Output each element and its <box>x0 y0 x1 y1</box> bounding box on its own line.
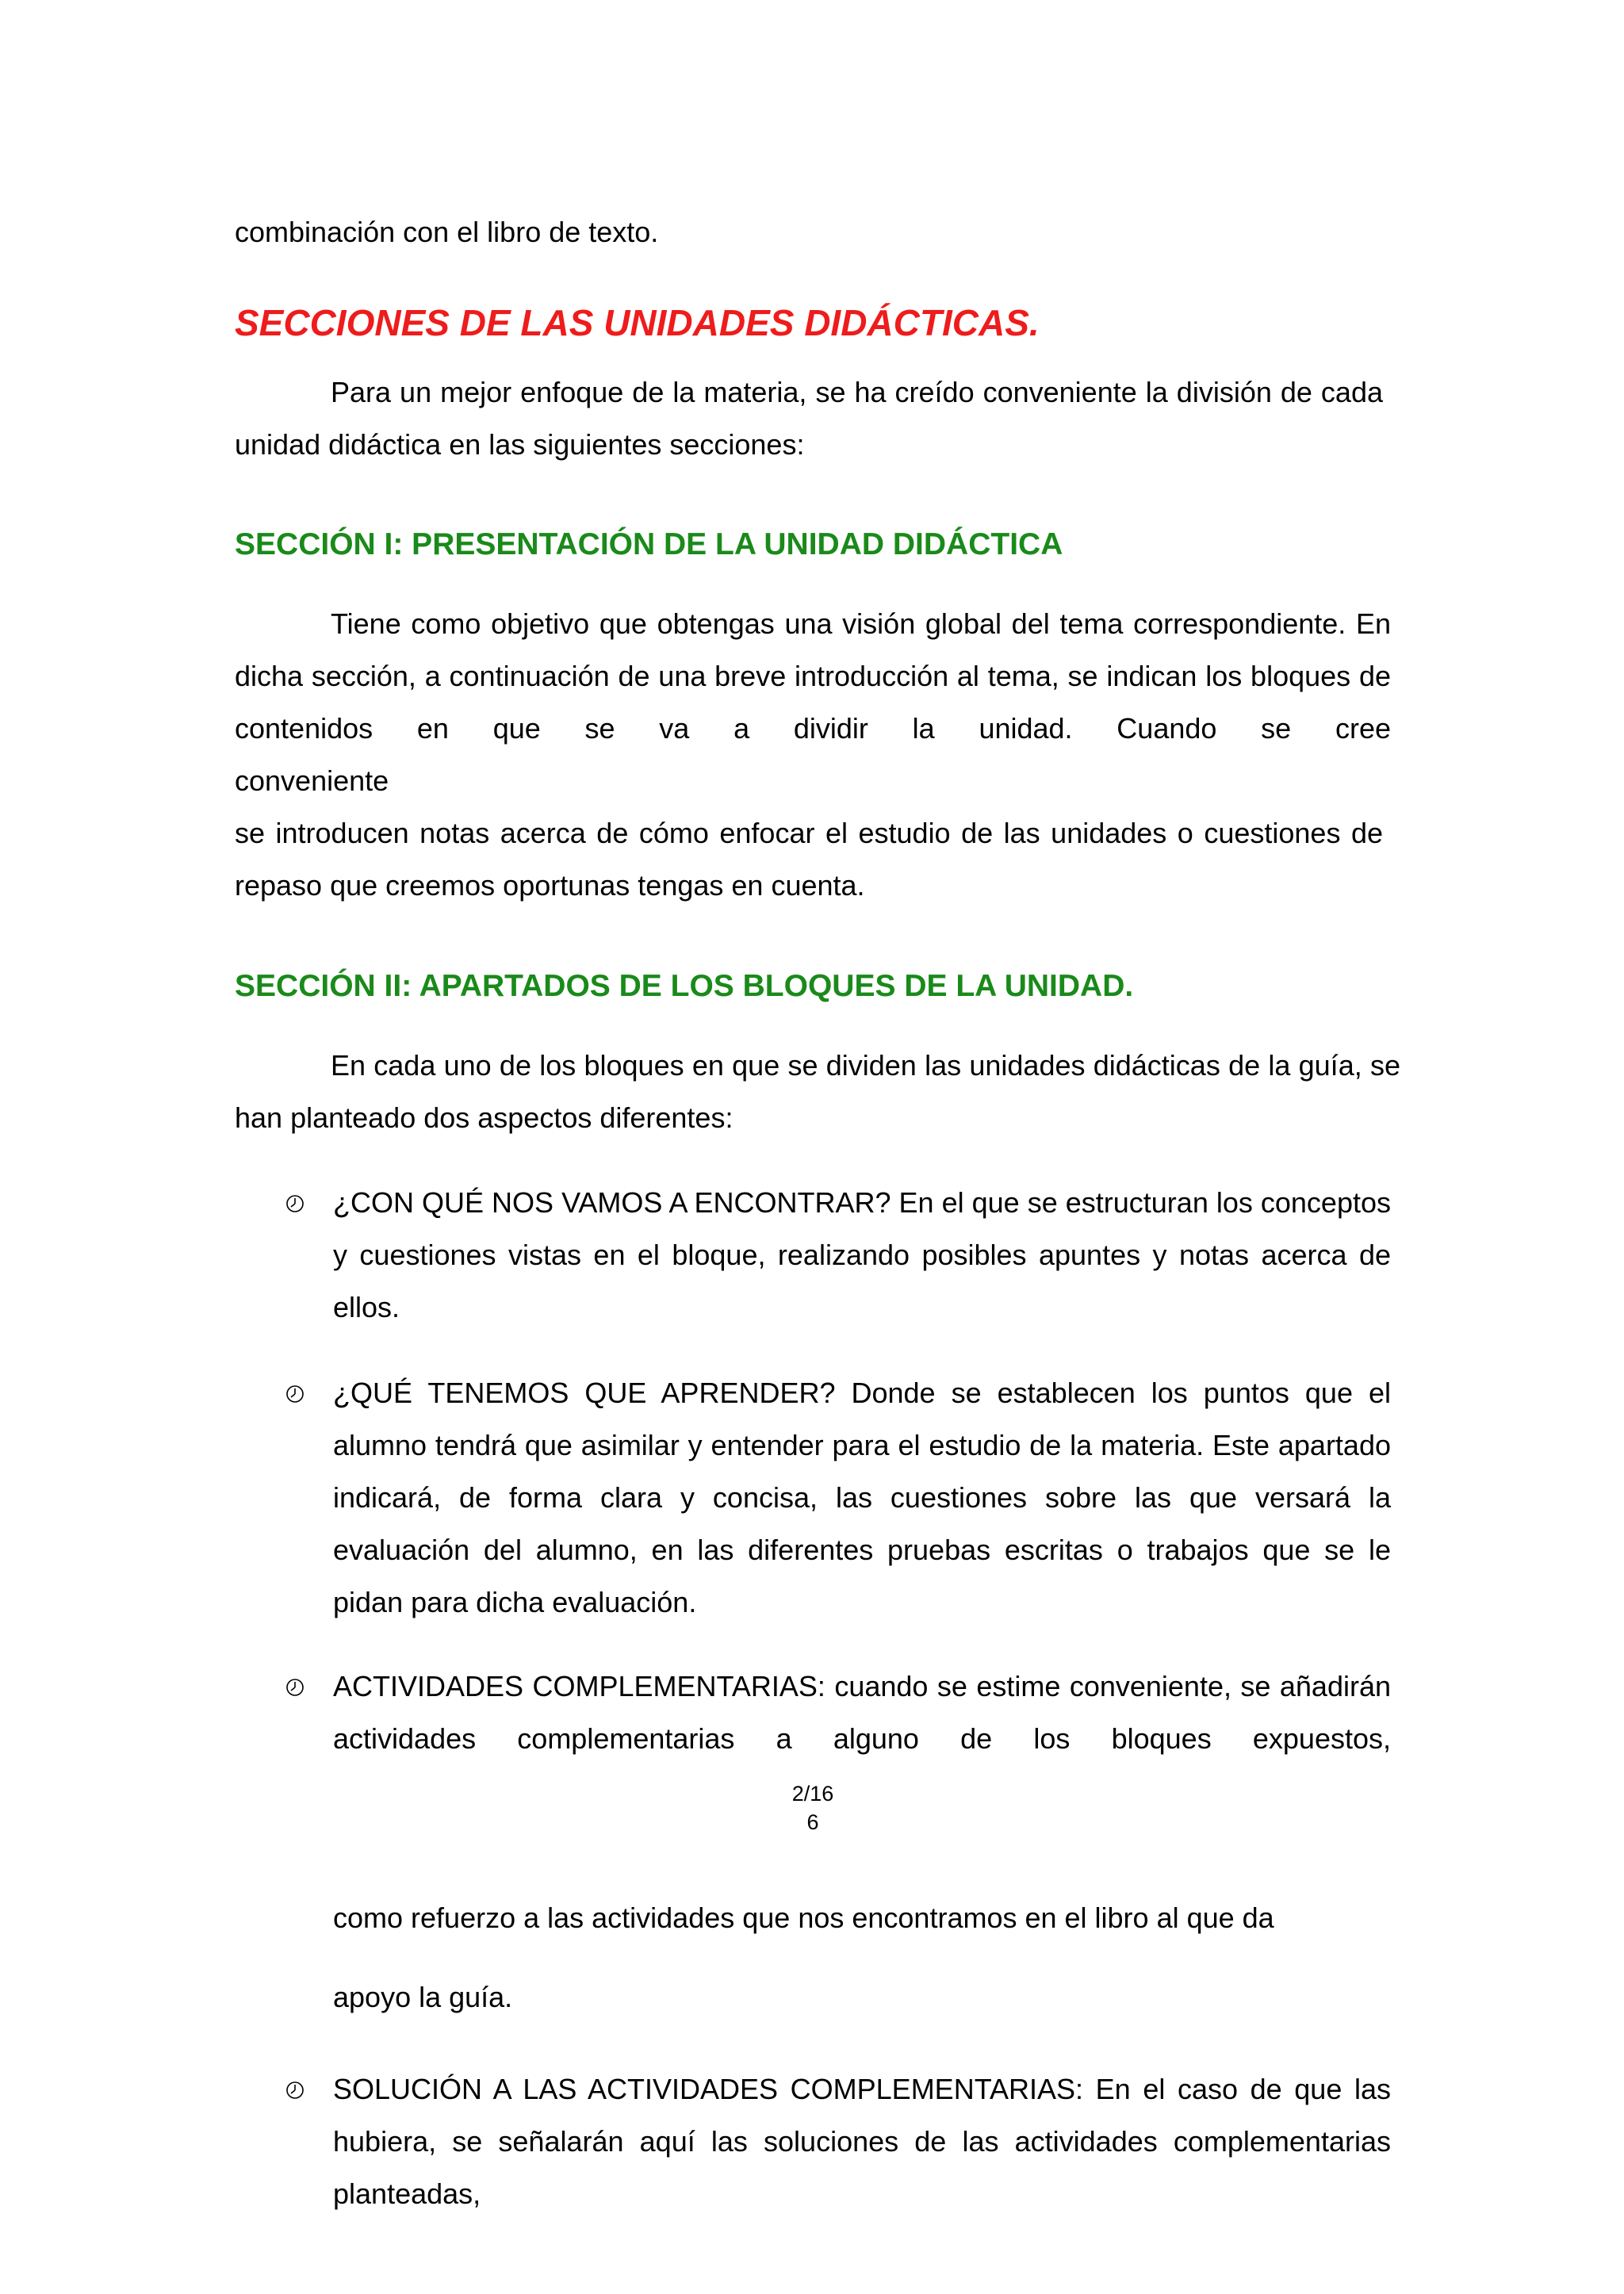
intro-paragraph: Para un mejor enfoque de la materia, se ha creído conveniente la división de cada unidad didáctica en las siguientes secciones: <box>235 376 1383 461</box>
bullet-item-2: ¿QUÉ TENEMOS QUE APRENDER? Donde se establecen los puntos que el alumno tendrá que asimilar y entender para el estudio de la materia. Este apartado indicará, de forma clara y concisa, las cuestiones sobre las que versará la evaluación del alumno, en las diferentes pruebas escritas o trabajos que se le pidan para dicha evaluación. <box>333 1377 1391 1618</box>
section-1-heading: SECCIÓN I: PRESENTACIÓN DE LA UNIDAD DIDÁCTICA <box>235 527 1063 561</box>
continuation-line: combinación con el libro de texto. <box>235 216 659 248</box>
clock-icon <box>285 1384 304 1404</box>
bullet-item-4: SOLUCIÓN A LAS ACTIVIDADES COMPLEMENTARIAS: En el caso de que las hubiera, se señalarán aquí las soluciones de las actividades complementarias planteadas, <box>333 2073 1391 2210</box>
page-footer-number: 6 <box>806 1810 819 1834</box>
clock-icon <box>285 1678 304 1697</box>
continuation-paragraph: como refuerzo a las actividades que nos encontramos en el libro al que da <box>333 1901 1274 1934</box>
section-1-paragraph-wrap: conveniente <box>235 764 389 797</box>
clock-icon <box>285 2081 304 2100</box>
continuation-paragraph-end: apoyo la guía. <box>333 1981 513 2013</box>
section-2-paragraph: En cada uno de los bloques en que se dividen las unidades didácticas de la guía, se han planteado dos aspectos diferentes: <box>235 1049 1400 1134</box>
bullet-item-1: ¿CON QUÉ NOS VAMOS A ENCONTRAR? En el que se estructuran los conceptos y cuestiones vistas en el bloque, realizando posibles apuntes y notas acerca de ellos. <box>333 1186 1391 1323</box>
main-heading: SECCIONES DE LAS UNIDADES DIDÁCTICAS. <box>235 302 1040 343</box>
clock-icon <box>285 1194 304 1213</box>
bullet-item-3: ACTIVIDADES COMPLEMENTARIAS: cuando se estime conveniente, se añadirán actividades complementarias a alguno de los bloques expuestos, <box>333 1670 1391 1755</box>
section-1-paragraph-2: se introducen notas acerca de cómo enfocar el estudio de las unidades o cuestiones de repaso que creemos oportunas tengas en cuenta. <box>235 817 1383 902</box>
page-number: 2/16 <box>791 1782 834 1806</box>
section-2-heading: SECCIÓN II: APARTADOS DE LOS BLOQUES DE LA UNIDAD. <box>235 969 1134 1003</box>
section-1-paragraph: Tiene como objetivo que obtengas una visión global del tema correspondiente. En dicha sección, a continuación de una breve introducción al tema, se indican los bloques de contenidos en que se va a dividir la unidad. Cuando se cree <box>235 607 1391 745</box>
